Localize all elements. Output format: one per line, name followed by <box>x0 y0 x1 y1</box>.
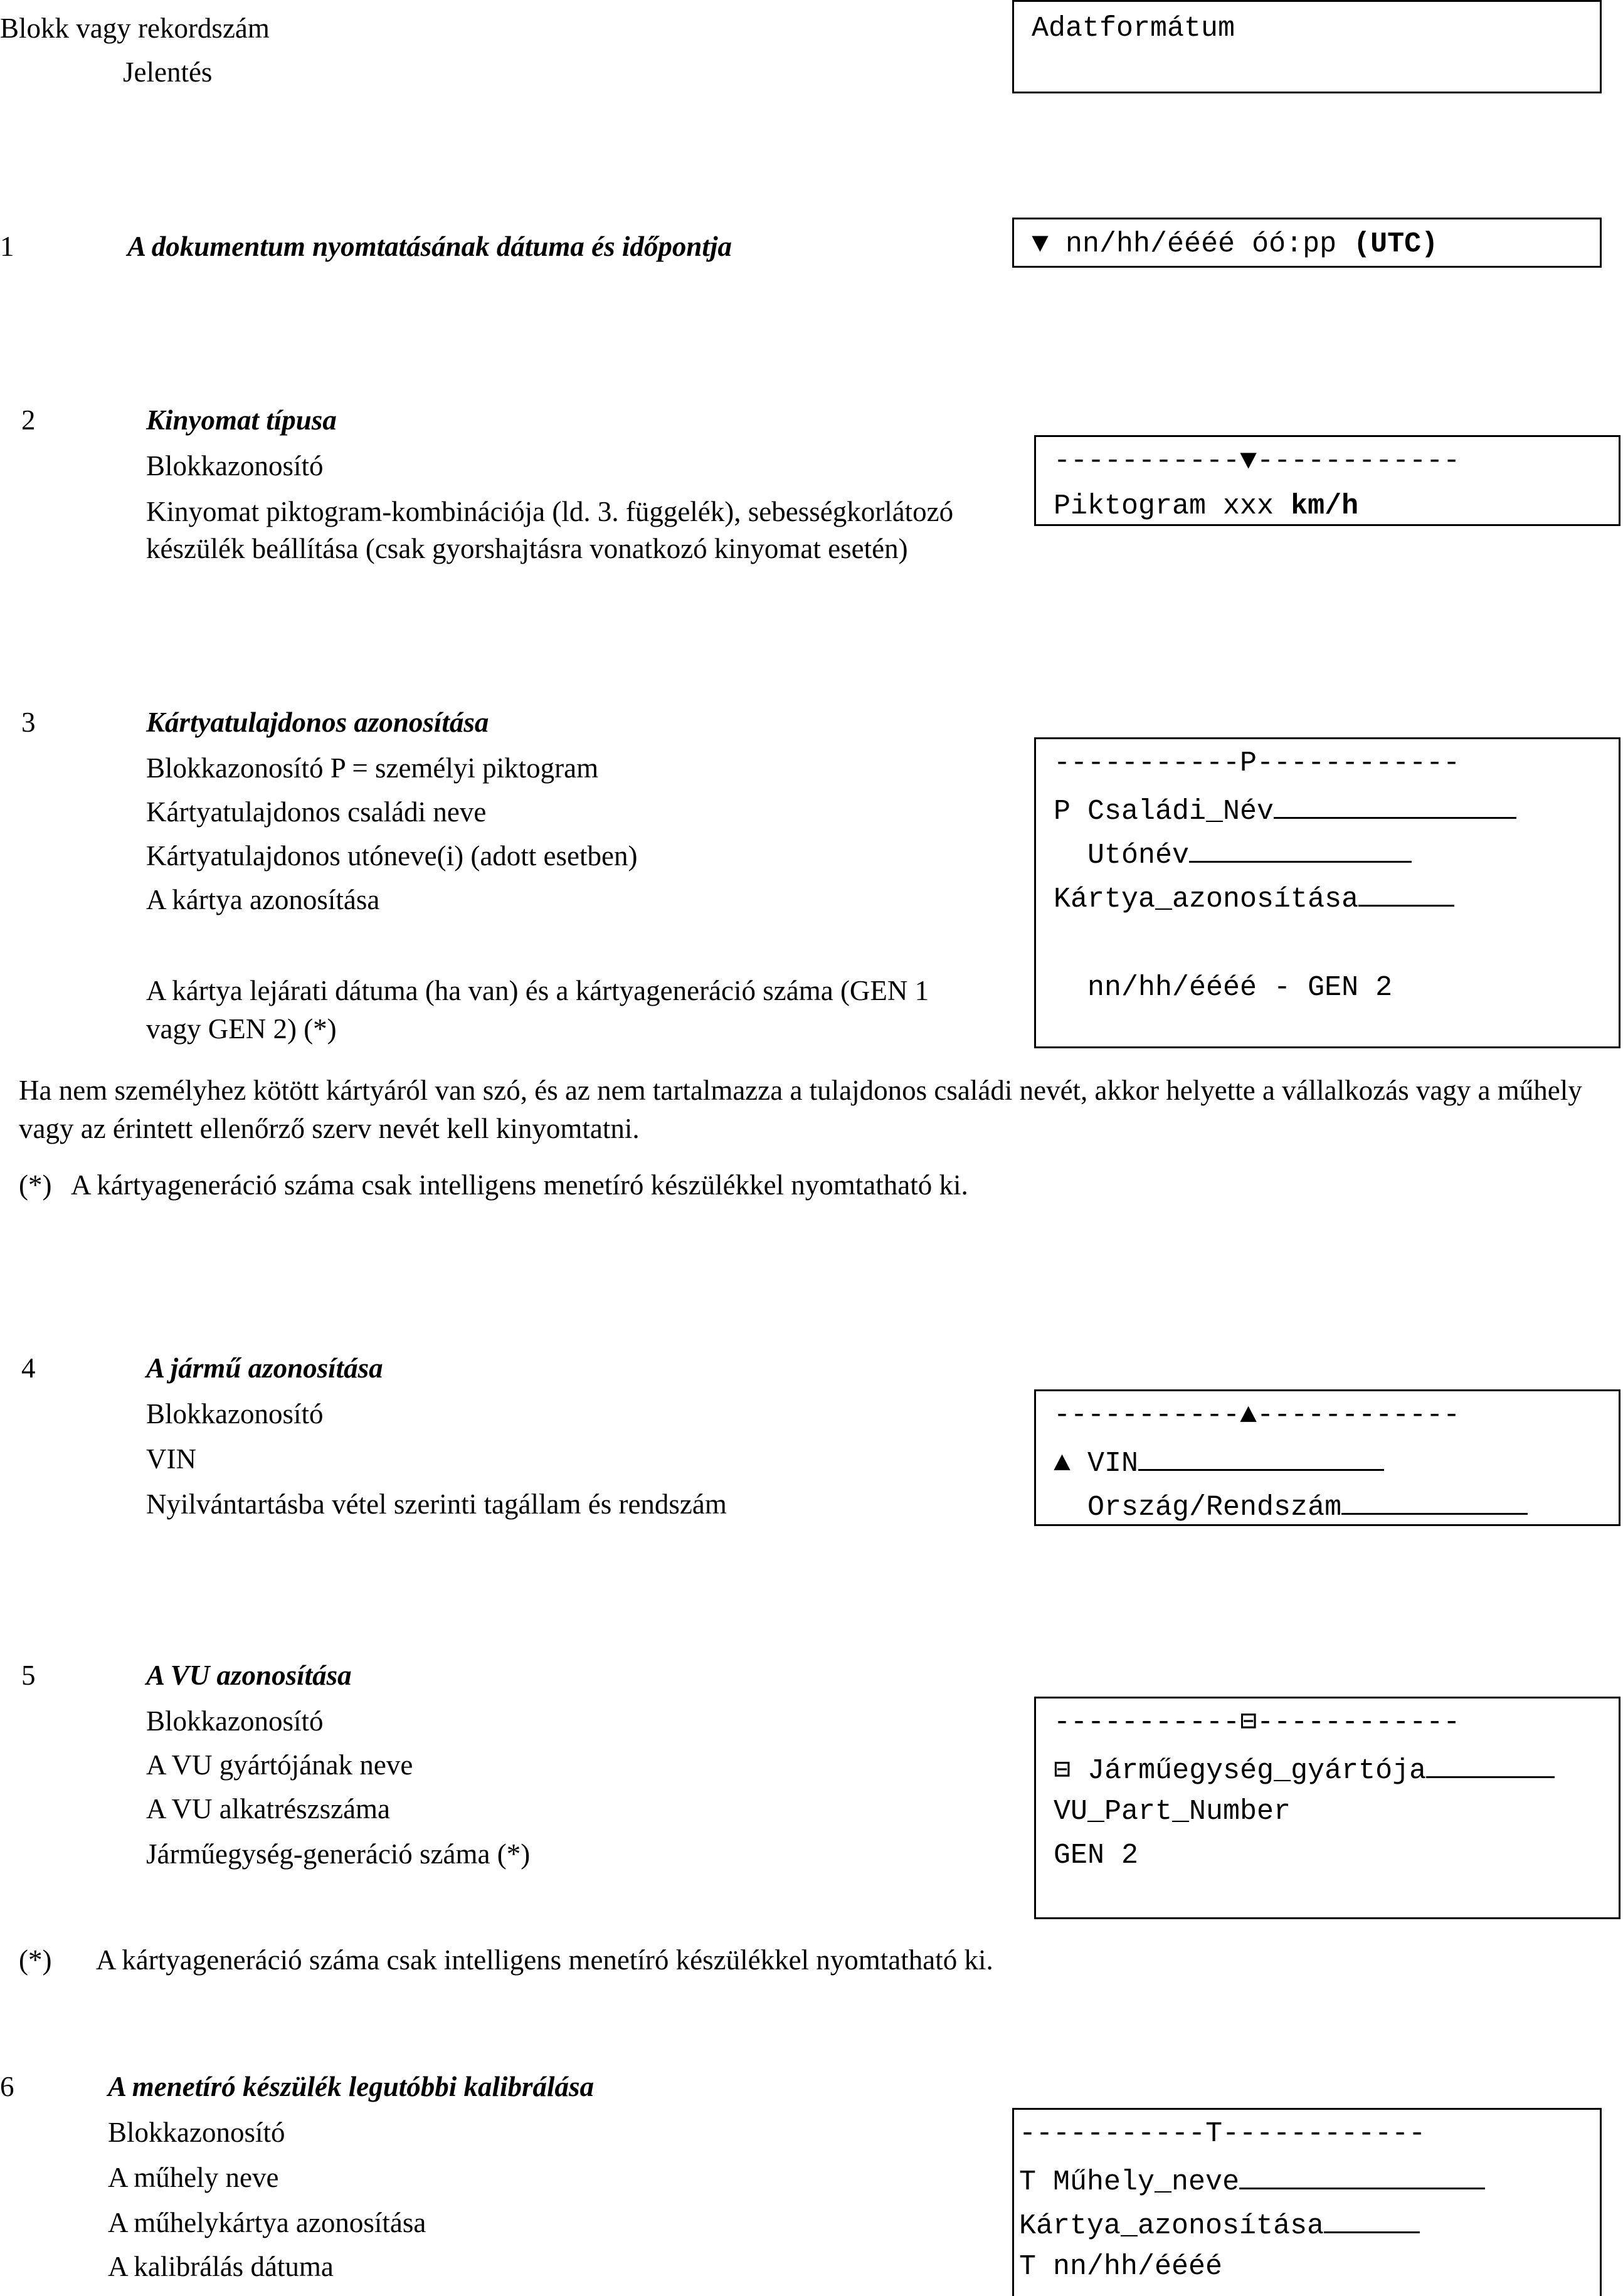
section-number: 6 <box>0 2071 14 2102</box>
footnote: A kártyageneráció száma csak intelligens menetíró készülékkel nyomtatható ki. <box>96 1944 993 1976</box>
format-line: T nn/hh/éééé <box>1019 2251 1223 2283</box>
row-label: Blokkazonosító <box>146 1398 324 1430</box>
separator-line: -----------▲------------ <box>1054 1399 1461 1431</box>
row-label: készülék beállítása (csak gyorshajtásra vonatkozó kinyomat esetén) <box>146 533 908 564</box>
section-title: Kártyatulajdonos azonosítása <box>146 707 489 738</box>
section-note: Ha nem személyhez kötött kártyáról van szó, és az nem tartalmazza a tulajdonos családi nevét, akkor helyette a vállalkozás vagy a műhely vagy az érintett ellenőrző szerv nevét kell kinyomtatni. <box>19 1075 1582 1144</box>
footnote-mark: (*) <box>19 1944 52 1976</box>
footnote: A kártyageneráció száma csak intelligens menetíró készülékkel nyomtatható ki. <box>71 1169 968 1201</box>
section-number: 3 <box>21 707 36 738</box>
tachograph-icon: ▼ <box>1240 445 1257 477</box>
separator-line: -----------T------------ <box>1019 2118 1426 2150</box>
format-line: ⊟ Járműegység_gyártója <box>1054 1751 1555 1788</box>
row-label: Blokkazonosító P = személyi piktogram <box>146 752 599 784</box>
section-title: A menetíró készülék legutóbbi kalibrálása <box>108 2071 595 2102</box>
section-title: Kinyomat típusa <box>146 404 337 436</box>
section-number: 5 <box>21 1660 36 1691</box>
row-label: A kalibrálás dátuma <box>108 2251 334 2282</box>
row-label: Nyilvántartásba vétel szerinti tagállam és rendszám <box>146 1488 727 1520</box>
row-label: Kártyatulajdonos utóneve(i) (adott esetben) <box>146 840 638 872</box>
row-label: A VU gyártójának neve <box>146 1749 413 1781</box>
workshop-icon: T <box>1019 2166 1037 2198</box>
separator-line: -----------P------------ <box>1054 747 1461 779</box>
format-line: GEN 2 <box>1054 1840 1139 1872</box>
format-box-vehicle-unit <box>1034 1697 1620 1919</box>
tachograph-icon: ▼ <box>1032 228 1049 260</box>
row-label: Kinyomat piktogram-kombinációja (ld. 3. függelék), sebességkorlátozó <box>146 496 954 527</box>
format-line: Kártya_azonosítása <box>1054 880 1454 917</box>
section-number: 2 <box>21 404 36 436</box>
separator-line: -----------⊟------------ <box>1054 1707 1461 1739</box>
vehicle-unit-icon: ⊟ <box>1240 1707 1257 1739</box>
workshop-icon: T <box>1205 2118 1223 2150</box>
format-line: T Műhely_neve <box>1019 2162 1485 2199</box>
header-column-1-sub: Jelentés <box>123 56 213 88</box>
fill-line <box>1426 1751 1555 1778</box>
format-line: P Családi_Név <box>1054 792 1516 829</box>
format-line: nn/hh/éééé - GEN 2 <box>1054 972 1393 1004</box>
fill-line <box>1239 2162 1485 2189</box>
row-label: A kártya lejárati dátuma (ha van) és a kártyageneráció száma (GEN 1 <box>146 975 929 1006</box>
row-label: A műhelykártya azonosítása <box>108 2207 426 2238</box>
format-line: ▼ nn/hh/éééé óó:pp (UTC) <box>1032 228 1439 260</box>
fill-line <box>1138 1444 1384 1471</box>
vehicle-icon: ▲ <box>1240 1399 1257 1431</box>
separator-line: -----------▼------------ <box>1054 445 1461 477</box>
format-line: Ország/Rendszám <box>1054 1488 1528 1525</box>
row-label: Járműegység-generáció száma (*) <box>146 1838 531 1870</box>
section-number: 4 <box>21 1352 36 1384</box>
workshop-icon: T <box>1019 2251 1037 2283</box>
fill-line <box>1358 880 1454 907</box>
row-label: vagy GEN 2) (*) <box>146 1013 337 1045</box>
format-line: Utónév <box>1054 836 1412 873</box>
format-line: Kártya_azonosítása <box>1019 2206 1420 2243</box>
row-label: Blokkazonosító <box>108 2117 285 2148</box>
row-label: A VU alkatrészszáma <box>146 1793 391 1825</box>
format-box-date <box>1012 218 1602 268</box>
format-box-printout-type <box>1034 435 1620 526</box>
format-box-calibration <box>1012 2108 1602 2296</box>
format-line: Piktogram xxx km/h <box>1054 490 1359 522</box>
vehicle-unit-icon: ⊟ <box>1054 1755 1071 1787</box>
section-title: A jármű azonosítása <box>146 1352 383 1384</box>
fill-line <box>1341 1488 1528 1515</box>
section-title: A dokumentum nyomtatásának dátuma és időpontja <box>127 231 732 262</box>
row-label: A kártya azonosítása <box>146 884 380 915</box>
row-label: A műhely neve <box>108 2162 279 2193</box>
row-label: VIN <box>146 1443 196 1475</box>
section-number: 1 <box>0 231 14 262</box>
header-format-box <box>1012 0 1602 93</box>
format-line: VU_Part_Number <box>1054 1796 1291 1828</box>
header-format-label: Adatformátum <box>1032 13 1235 45</box>
format-line: ▲ VIN <box>1054 1444 1384 1481</box>
row-label: Kártyatulajdonos családi neve <box>146 796 487 828</box>
footnote-mark: (*) <box>19 1169 52 1201</box>
row-label: Blokkazonosító <box>146 1705 324 1737</box>
fill-line <box>1324 2206 1420 2233</box>
vehicle-icon: ▲ <box>1054 1448 1071 1480</box>
format-box-vehicle <box>1034 1389 1620 1526</box>
section-title: A VU azonosítása <box>146 1660 352 1691</box>
header-column-1: Blokk vagy rekordszám <box>0 13 270 44</box>
format-box-cardholder <box>1034 737 1620 1048</box>
fill-line <box>1189 836 1412 863</box>
fill-line <box>1274 792 1516 819</box>
row-label: Blokkazonosító <box>146 450 324 482</box>
